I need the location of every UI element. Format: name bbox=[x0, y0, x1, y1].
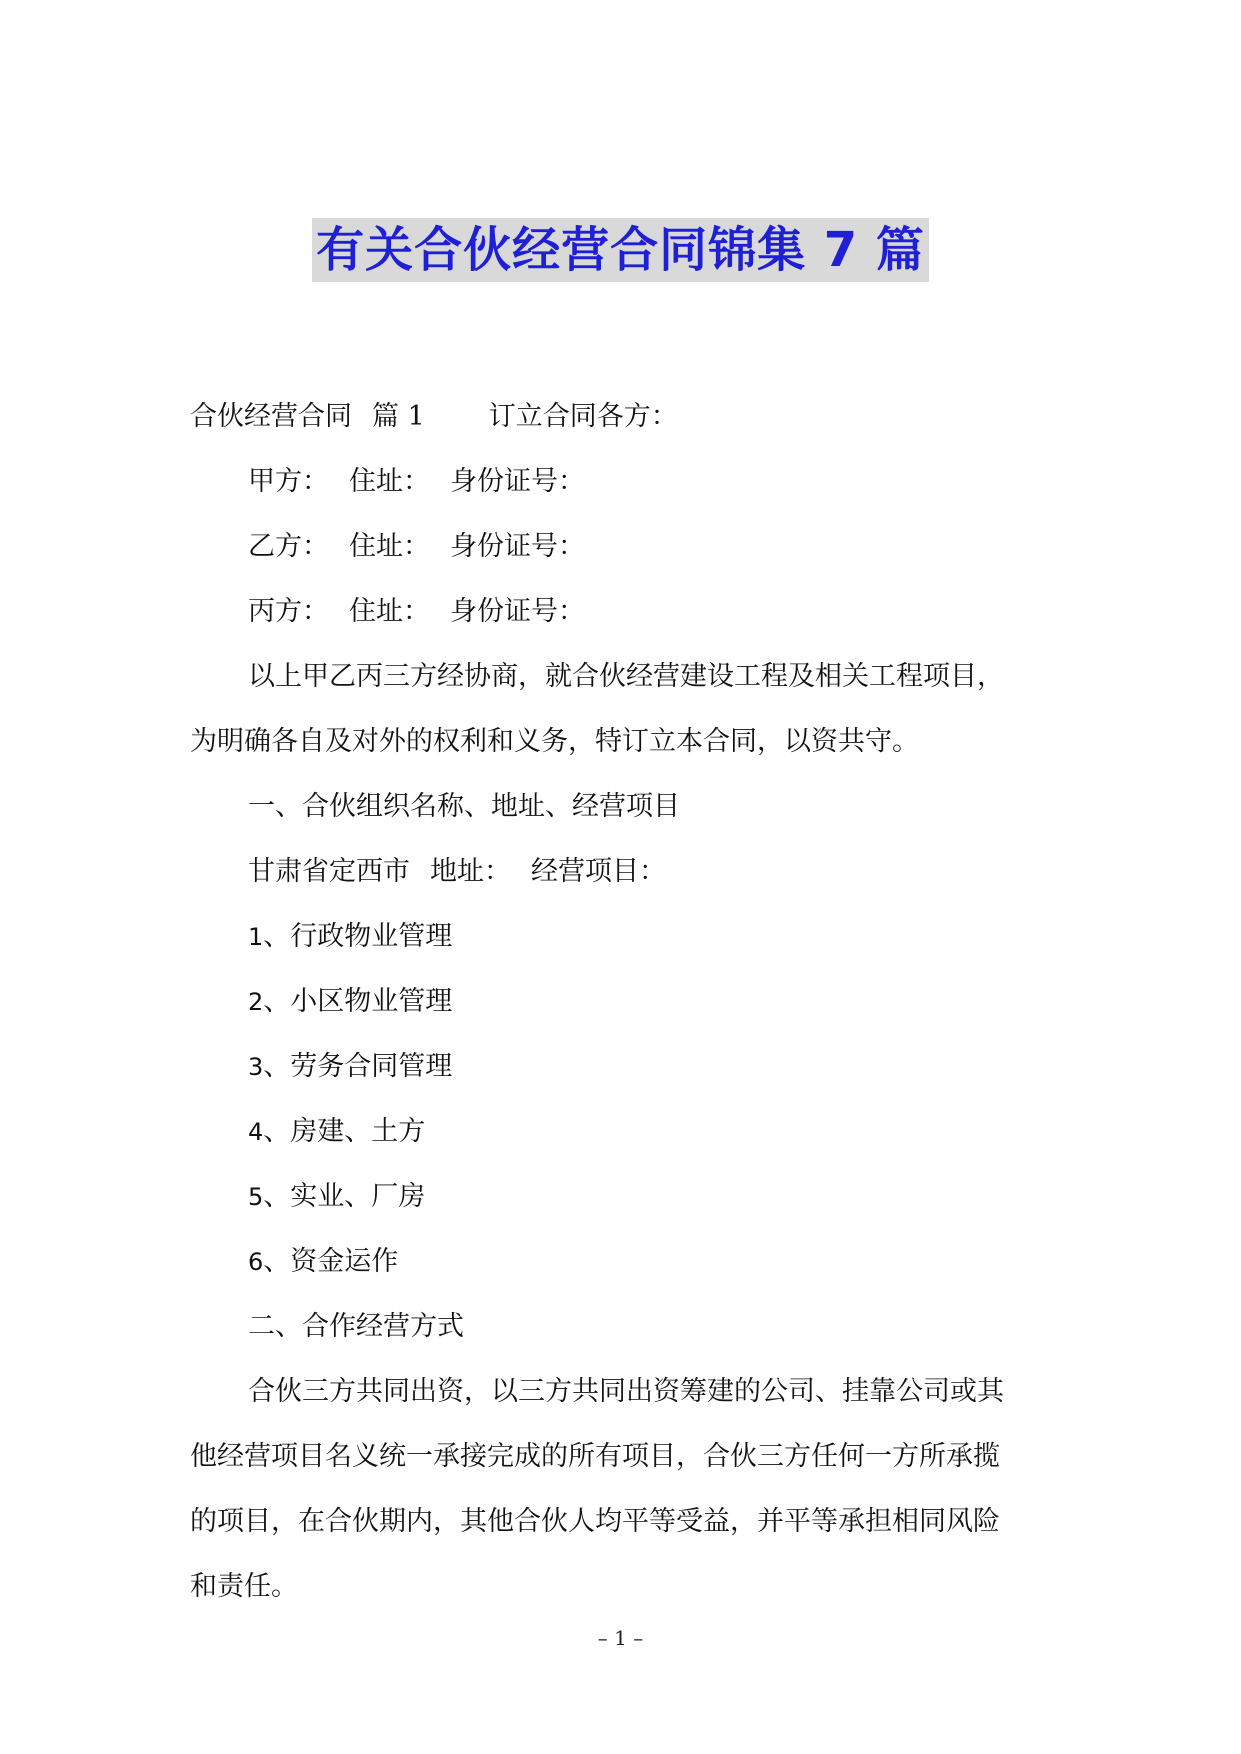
section1-heading: 一、合伙组织名称、地址、经营项目 bbox=[248, 791, 680, 822]
location-line bbox=[190, 839, 1058, 904]
list-item-number: 5 bbox=[248, 1183, 264, 1211]
list-item-text: 、实业、厂房 bbox=[263, 1181, 426, 1212]
party-id-label: 身份证号： bbox=[450, 531, 585, 562]
list-item-number: 2 bbox=[248, 988, 264, 1016]
party-line-b bbox=[190, 514, 1058, 579]
list-item bbox=[190, 1099, 1058, 1164]
section2-line-3: 的项目，在合伙期内，其他合伙人均平等受益，并平等承担相同风险 bbox=[190, 1506, 1000, 1537]
parties-intro: 订立合同各方： bbox=[488, 401, 678, 432]
business-label: 经营项目： bbox=[531, 856, 666, 887]
party-role: 丙方： bbox=[248, 596, 329, 627]
list-item-text: 、资金运作 bbox=[263, 1246, 399, 1277]
party-id-label: 身份证号： bbox=[450, 596, 585, 627]
section2-line-4: 和责任。 bbox=[190, 1571, 298, 1602]
party-line-a bbox=[190, 449, 1058, 514]
list-item-number: 6 bbox=[248, 1248, 264, 1276]
list-item bbox=[190, 1229, 1058, 1294]
party-address-label: 住址： bbox=[349, 596, 430, 627]
part-label: 合伙经营合同 bbox=[190, 401, 352, 432]
list-item-text: 、房建、土方 bbox=[263, 1116, 426, 1147]
document-body bbox=[190, 384, 1058, 1619]
section2-line-2: 他经营项目名义统一承接完成的所有项目，合伙三方任何一方所承揽 bbox=[190, 1441, 1000, 1472]
address-label: 地址： bbox=[430, 856, 511, 887]
list-item-number: 3 bbox=[248, 1053, 264, 1081]
section2-line-1: 合伙三方共同出资，以三方共同出资筹建的公司、挂靠公司或其 bbox=[248, 1376, 1004, 1407]
list-item-text: 、小区物业管理 bbox=[263, 986, 453, 1017]
list-item bbox=[190, 969, 1058, 1034]
page-number: – 1 – bbox=[597, 1626, 644, 1650]
heading-line bbox=[190, 384, 1058, 449]
party-id-label: 身份证号： bbox=[450, 466, 585, 497]
party-line-c bbox=[190, 579, 1058, 644]
party-address-label: 住址： bbox=[349, 531, 430, 562]
list-item-text: 、行政物业管理 bbox=[263, 921, 453, 952]
list-item-number: 4 bbox=[248, 1118, 264, 1146]
document-title: 有关合伙经营合同锦集 7 篇 bbox=[312, 218, 929, 282]
section2-heading: 二、合作经营方式 bbox=[248, 1311, 464, 1342]
part-number: 篇 1 bbox=[372, 401, 425, 432]
party-role: 甲方： bbox=[248, 466, 329, 497]
list-item-number: 1 bbox=[248, 923, 264, 951]
list-item bbox=[190, 904, 1058, 969]
party-address-label: 住址： bbox=[349, 466, 430, 497]
title-container bbox=[0, 218, 1241, 282]
list-item bbox=[190, 1164, 1058, 1229]
preamble-line-2: 为明确各自及对外的权利和义务，特订立本合同，以资共守。 bbox=[190, 726, 919, 757]
list-item bbox=[190, 1034, 1058, 1099]
preamble-line-1: 以上甲乙丙三方经协商，就合伙经营建设工程及相关工程项目， bbox=[248, 661, 1004, 692]
location-text: 甘肃省定西市 bbox=[248, 856, 410, 887]
party-role: 乙方： bbox=[248, 531, 329, 562]
list-item-text: 、劳务合同管理 bbox=[263, 1051, 453, 1082]
